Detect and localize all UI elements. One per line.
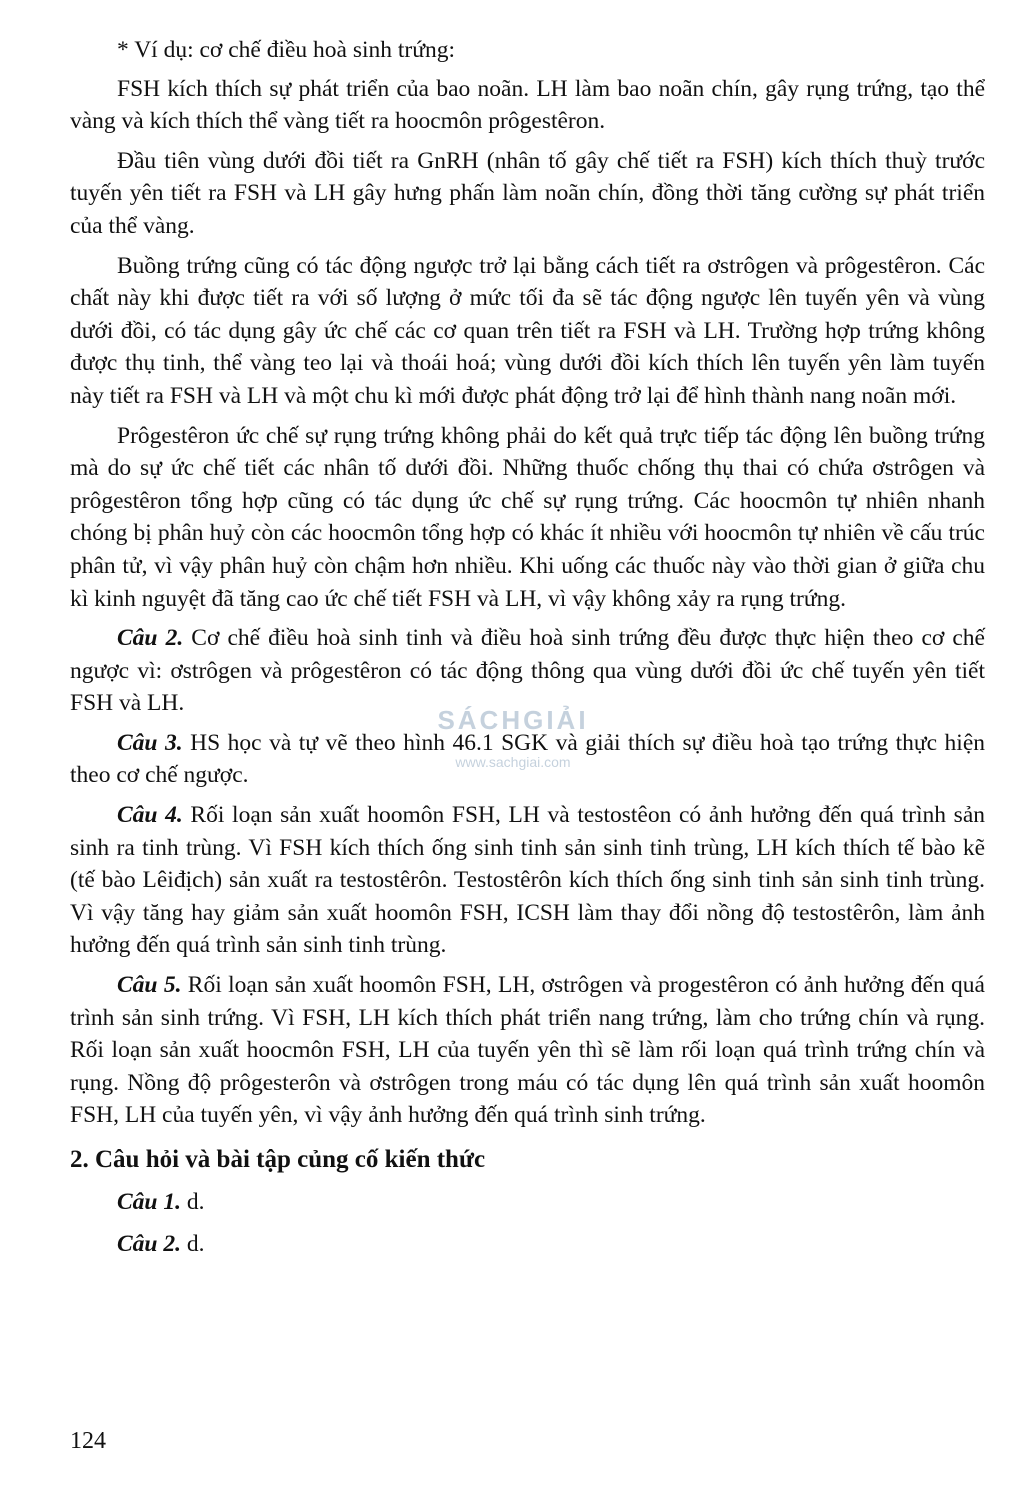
question-label: Câu 3. — [117, 729, 183, 756]
watermark-logo — [428, 695, 598, 790]
watermark-url: www.sachgiai.com — [455, 754, 571, 770]
question-label: Câu 2. — [117, 1230, 181, 1257]
question-label: Câu 1. — [117, 1189, 181, 1215]
watermark-logo-text: SÁCHGIẢI — [437, 705, 589, 735]
question-text: Rối loạn sản xuất hoomôn FSH, LH, ơstrôgen và progestêron có ảnh hưởng đến quá trình sản sinh trứng. Vì FSH, LH kích thích phát triển nang trứng, làm cho trứng chín và rụng. Rối loạn sản xuất hoocmôn FSH, LH của tuyến yên thì sẽ làm rối loạn quá trình trứng chín và rụng. Nồng độ prôgesterôn và ơstrôgen trong máu có tác dụng lên quá trình sản xuất hoomôn FSH, LH của tuyến yên, vì vậy ảnh hưởng đến quá trình sinh trứng. — [70, 972, 985, 1129]
paragraph-feedback: Buồng trứng cũng có tác động ngược trở lại bằng cách tiết ra ơstrôgen và prôgestêron. Các chất này khi được tiết ra với số lượng ở mức tối đa sẽ tác động ngược lên tuyến yên và vùng dưới đồi, có tác dụng gây ức chế các cơ quan trên tiết ra FSH và LH. Trường hợp trứng không được thụ tinh, thể vàng teo lại và thoái hoá; vùng dưới đồi kích thích lên tuyến yên làm tuyến này tiết ra FSH và LH và một chu kì mới được phát động trở lại để hình thành nang noãn mới. — [70, 252, 985, 409]
question-text: HS học và tự vẽ theo hình 46.1 SGK và giải thích sự điều hoà tạo trứng thực hiện theo cơ chế ngược. — [70, 729, 985, 789]
question-label: Câu 5. — [117, 972, 182, 999]
question-text: Cơ chế điều hoà sinh tinh và điều hoà sinh trứng đều được thực hiện theo cơ chế ngược vì: ơstrôgen và prôgestêron có tác động thông qua vùng dưới đồi ức chế tuyến yên tiết FSH và LH. — [70, 625, 985, 717]
section-heading: 2. Câu hỏi và bài tập củng cố kiến thức — [70, 1146, 486, 1173]
question-label: Câu 2. — [117, 625, 184, 652]
section2-answer-2 — [70, 1228, 985, 1261]
question-label: Câu 4. — [117, 802, 183, 829]
question-4-answer — [70, 799, 985, 962]
example-paragraph: * Ví dụ: cơ chế điều hoà sinh trứng: — [117, 37, 456, 63]
section2-answer-1 — [70, 1186, 985, 1219]
question-text: Rối loạn sản xuất hoomôn FSH, LH và testostêon có ảnh hưởng đến quá trình sản sinh ra tinh trùng. Vì FSH kích thích ống sinh tinh sản sinh tinh trùng, LH kích thích tế bào kẽ (tế bào Lêiđịch) sản xuất ra testostêrôn. Testostêrôn kích thích ống sinh tinh sản sinh tinh trùng. Vì vậy tăng hay giảm sản xuất hoomôn FSH, ICSH làm thay đổi nồng độ testostêrôn, làm ảnh hưởng đến quá trình sản sinh tinh trùng. — [70, 802, 985, 959]
paragraph-gnrh: Đầu tiên vùng dưới đồi tiết ra GnRH (nhân tố gây chế tiết ra FSH) kích thích thuỳ trước tuyến yên tiết ra FSH và LH gây hưng phấn làm noãn chín, đồng thời tăng cường sự phát triển của thể vàng. — [70, 147, 985, 239]
question-text: d. — [181, 1230, 205, 1257]
paragraph-fsh-lh: FSH kích thích sự phát triển của bao noãn. LH làm bao noãn chín, gây rụng trứng, tạo thể vàng và kích thích thể vàng tiết ra hoocmôn prôgestêron. — [70, 75, 985, 135]
paragraph-progesterone: Prôgestêron ức chế sự rụng trứng không phải do kết quả trực tiếp tác động lên buồng trứng mà do sự ức chế tiết các nhân tố dưới đồi. Những thuốc chống thụ thai có chứa ơstrôgen và prôgestêron tổng hợp cũng có tác dụng ức chế sự rụng trứng. Các hoocmôn tự nhiên nhanh chóng bị phân huỷ còn các hoocmôn tổng hợp có khác ít nhiều với hoocmôn tự nhiên về cấu trúc phân tử, vì vậy phân huỷ còn chậm hơn nhiều. Khi uống các thuốc này vào thời gian ở giữa chu kì kinh nguyệt đã tăng cao ức chế tiết FSH và LH, vì vậy không xảy ra rụng trứng. — [70, 422, 985, 612]
page-number: 124 — [70, 1428, 106, 1454]
question-5-answer — [70, 969, 985, 1132]
question-text: d. — [181, 1189, 205, 1215]
page-content — [70, 34, 985, 1269]
